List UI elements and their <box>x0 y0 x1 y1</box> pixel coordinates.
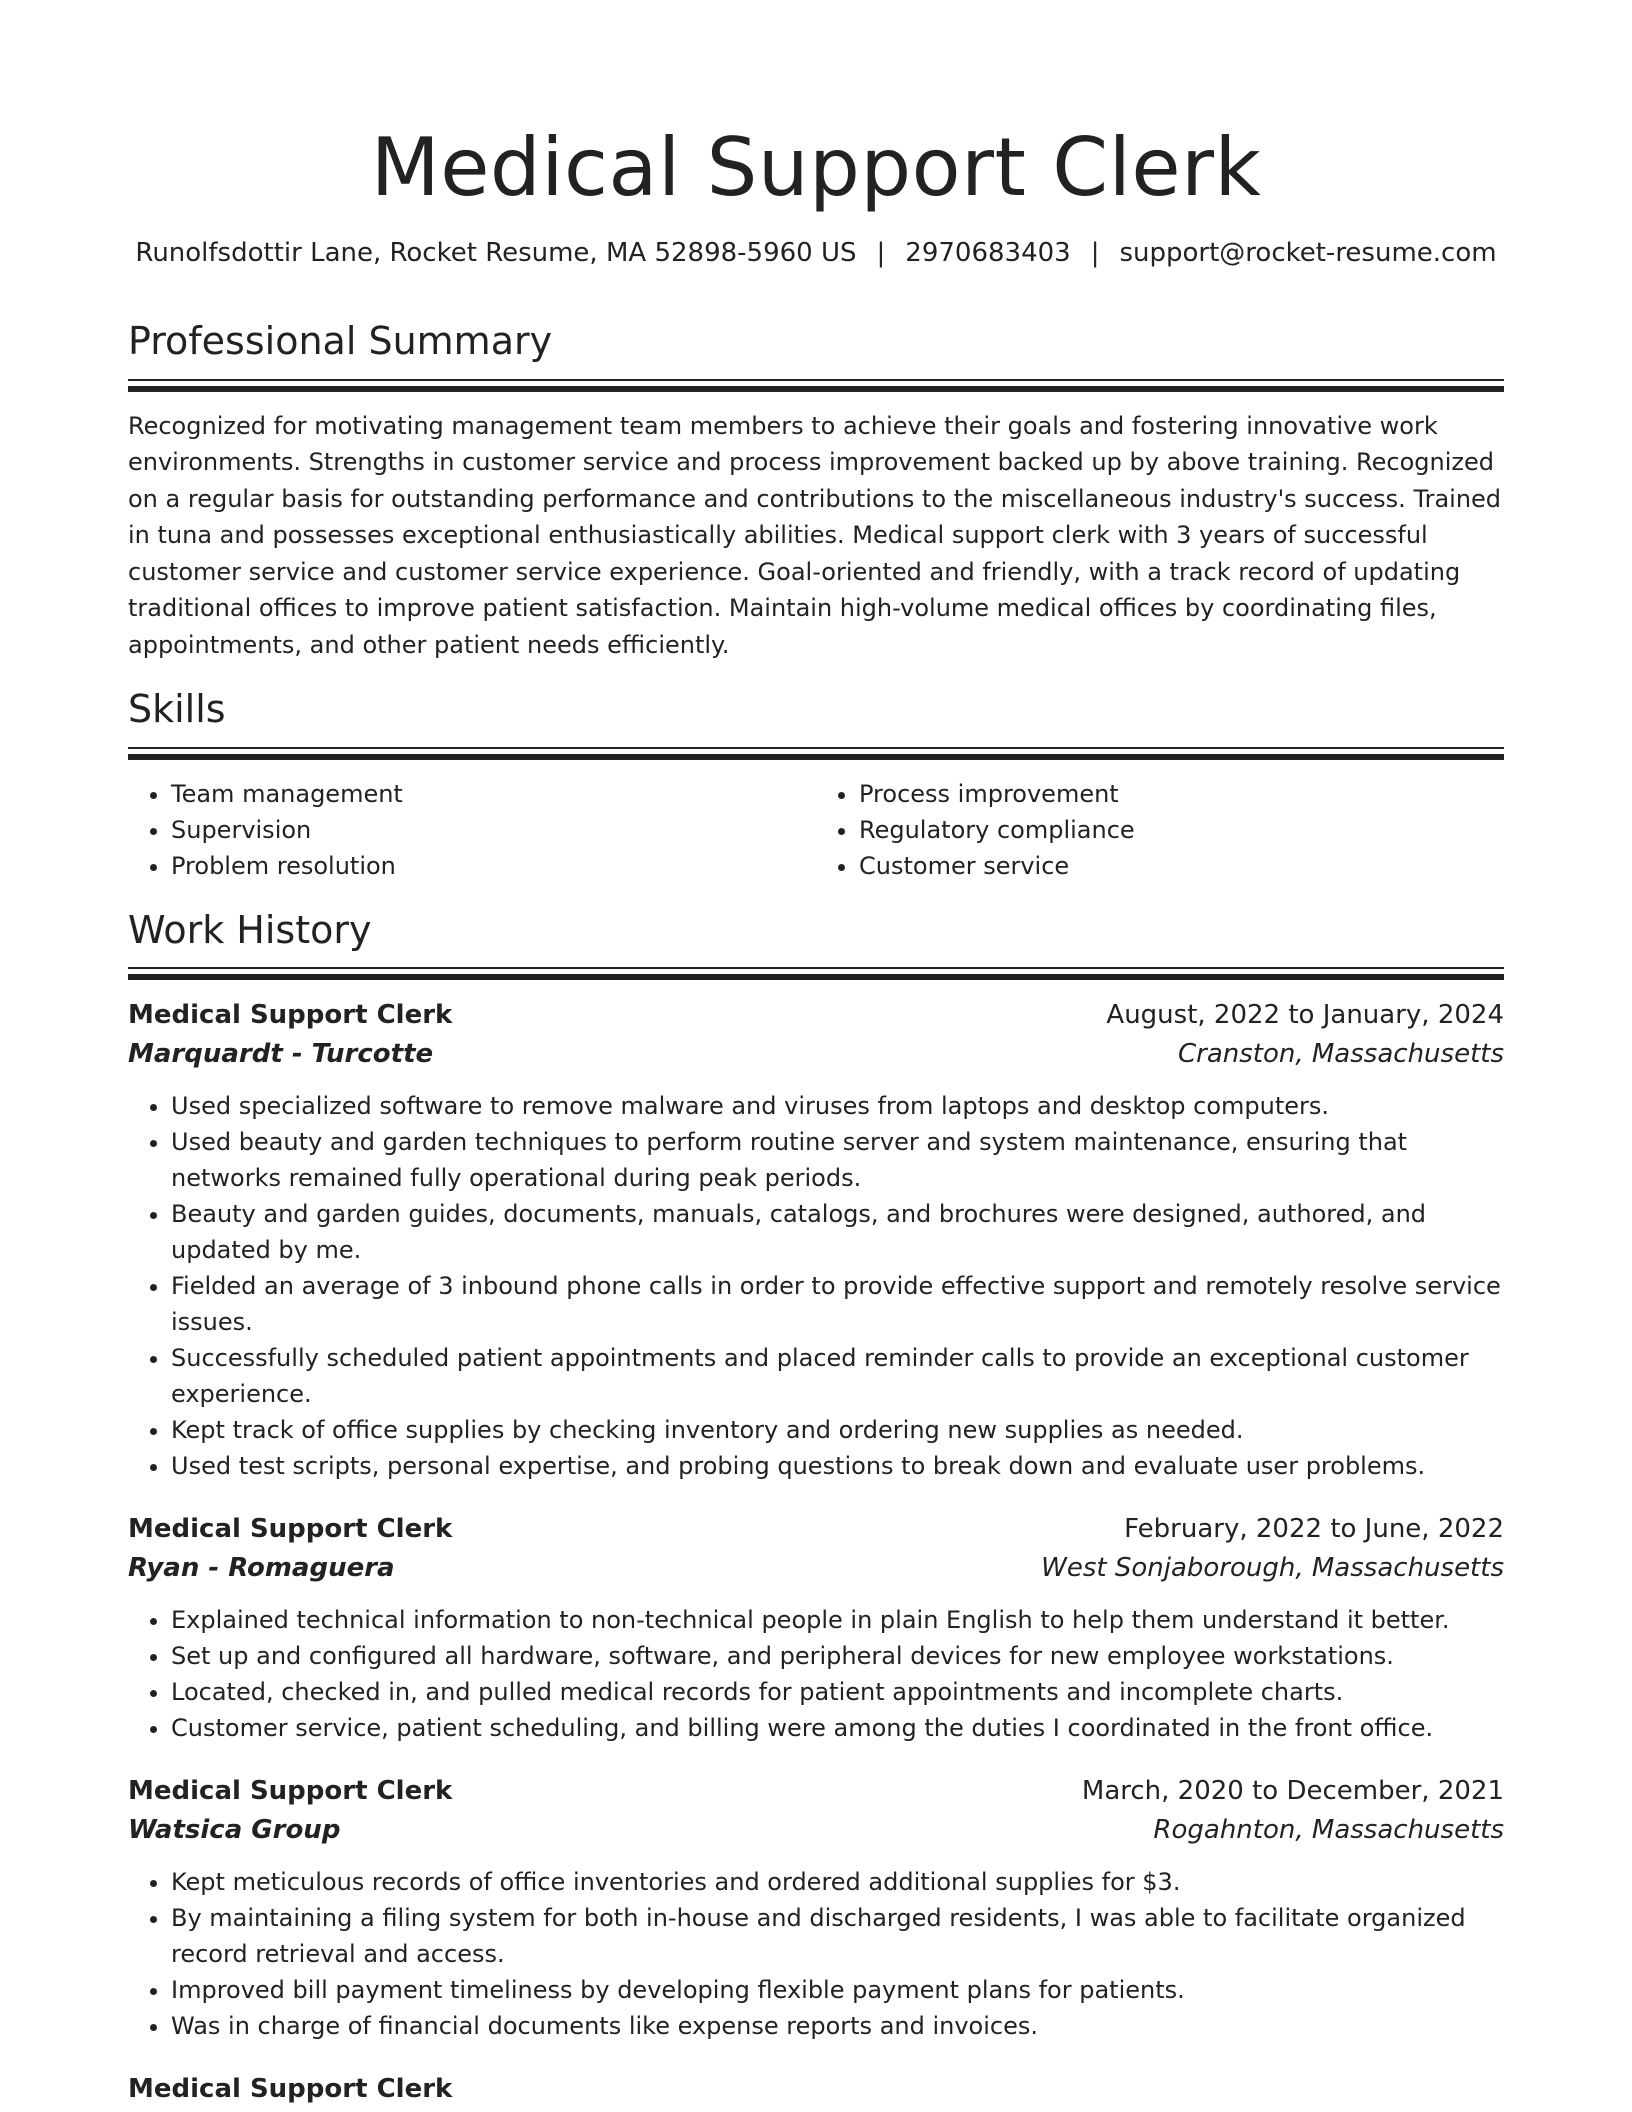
section-divider <box>128 967 1504 980</box>
section-title-summary: Professional Summary <box>128 319 553 364</box>
separator: | <box>1090 238 1100 268</box>
list-item: • Beauty and garden guides, documents, manuals, catalogs, and brochures were designed, authored, and updated by me. <box>171 1196 1504 1268</box>
job-location: West Sonjaborough, Massachusetts <box>1041 1553 1504 1584</box>
job-title: Medical Support Clerk <box>128 1514 453 1545</box>
address: Runolfsdottir Lane, Rocket Resume, MA 52898-5960 US <box>135 238 857 268</box>
skill-item: • Process improvement <box>859 776 1504 812</box>
skill-item: • Regulatory compliance <box>859 812 1504 848</box>
page-title: Medical Support Clerk <box>370 121 1262 214</box>
list-item: • Improved bill payment timeliness by developing flexible payment plans for patients. <box>171 1972 1504 2008</box>
job-entry <box>128 996 1504 1484</box>
job-title: Medical Support Clerk <box>128 2074 453 2105</box>
job-company: Marquardt - Turcotte <box>128 1039 434 1070</box>
list-item: • Used test scripts, personal expertise, and probing questions to break down and evaluate user problems. <box>171 1448 1504 1484</box>
list-item: • Kept track of office supplies by checking inventory and ordering new supplies as needed. <box>171 1412 1504 1448</box>
job-location: Cranston, Massachusetts <box>1177 1039 1504 1070</box>
skill-item: • Customer service <box>859 848 1504 884</box>
list-item: • Used beauty and garden techniques to perform routine server and system maintenance, ensuring that networks remained fully operational during peak periods. <box>171 1124 1504 1196</box>
contact-line <box>128 238 1504 269</box>
skill-item: • Team management <box>171 776 816 812</box>
list-item: • Used specialized software to remove malware and viruses from laptops and desktop computers. <box>171 1088 1504 1124</box>
list-item: • Was in charge of financial documents like expense reports and invoices. <box>171 2008 1504 2044</box>
section-divider <box>128 379 1504 392</box>
job-dates: March, 2020 to December, 2021 <box>1081 1776 1504 1807</box>
email: support@rocket-resume.com <box>1119 238 1497 268</box>
separator: | <box>876 238 886 268</box>
section-title-work-history: Work History <box>128 907 372 952</box>
skills-column-left <box>128 776 816 884</box>
job-company: Watsica Group <box>128 1815 341 1846</box>
list-item: • Successfully scheduled patient appointments and placed reminder calls to provide an exceptional customer experience. <box>171 1340 1504 1412</box>
list-item: • Customer service, patient scheduling, and billing were among the duties I coordinated in the front office. <box>171 1710 1504 1746</box>
job-company: Ryan - Romaguera <box>128 1553 395 1584</box>
skill-item: • Problem resolution <box>171 848 816 884</box>
job-header <box>128 1772 1504 1811</box>
skill-item: • Supervision <box>171 812 816 848</box>
resume-page <box>128 110 1504 2109</box>
list-item: • Set up and configured all hardware, software, and peripheral devices for new employee workstations. <box>171 1638 1504 1674</box>
job-title: Medical Support Clerk <box>128 1000 453 1031</box>
job-dates: February, 2022 to June, 2022 <box>1124 1514 1504 1545</box>
job-entry <box>128 1510 1504 1746</box>
job-bullets <box>128 1088 1504 1484</box>
section-divider <box>128 747 1504 760</box>
skills-column-right <box>816 776 1504 884</box>
skills-list <box>128 776 1504 884</box>
job-header <box>128 1510 1504 1549</box>
job-bullets <box>128 1602 1504 1746</box>
summary-text: Recognized for motivating management team members to achieve their goals and fostering innovative work environments. Strengths in customer service and process improvement backed up by above training. Recognized on a regular basis for outstanding performance and contributions to the miscellaneous industry's success. Trained in tuna and possesses exceptional enthusiastically abilities. Medical support clerk with 3 years of successful customer service and customer service experience. Goal-oriented and friendly, with a track record of updating traditional offices to improve patient satisfaction. Maintain high-volume medical offices by coordinating files, appointments, and other patient needs efficiently. <box>128 411 1502 659</box>
job-dates: August, 2022 to January, 2024 <box>1106 1000 1504 1031</box>
list-item: • Located, checked in, and pulled medical records for patient appointments and incomplete charts. <box>171 1674 1504 1710</box>
list-item: • Fielded an average of 3 inbound phone calls in order to provide effective support and remotely resolve service issues. <box>171 1268 1504 1340</box>
job-bullets <box>128 1864 1504 2044</box>
job-subheader <box>128 1811 1504 1850</box>
job-title: Medical Support Clerk <box>128 1776 453 1807</box>
list-item: • Kept meticulous records of office inventories and ordered additional supplies for $3. <box>171 1864 1504 1900</box>
job-subheader <box>128 1035 1504 1074</box>
job-location: Rogahnton, Massachusetts <box>1153 1815 1504 1846</box>
list-item: • By maintaining a filing system for both in-house and discharged residents, I was able to facilitate organized record retrieval and access. <box>171 1900 1504 1972</box>
list-item: • Explained technical information to non-technical people in plain English to help them understand it better. <box>171 1602 1504 1638</box>
phone: 2970683403 <box>905 238 1071 268</box>
section-title-skills: Skills <box>128 687 226 732</box>
job-entry <box>128 1772 1504 2044</box>
job-header <box>128 996 1504 1035</box>
job-subheader <box>128 1549 1504 1588</box>
